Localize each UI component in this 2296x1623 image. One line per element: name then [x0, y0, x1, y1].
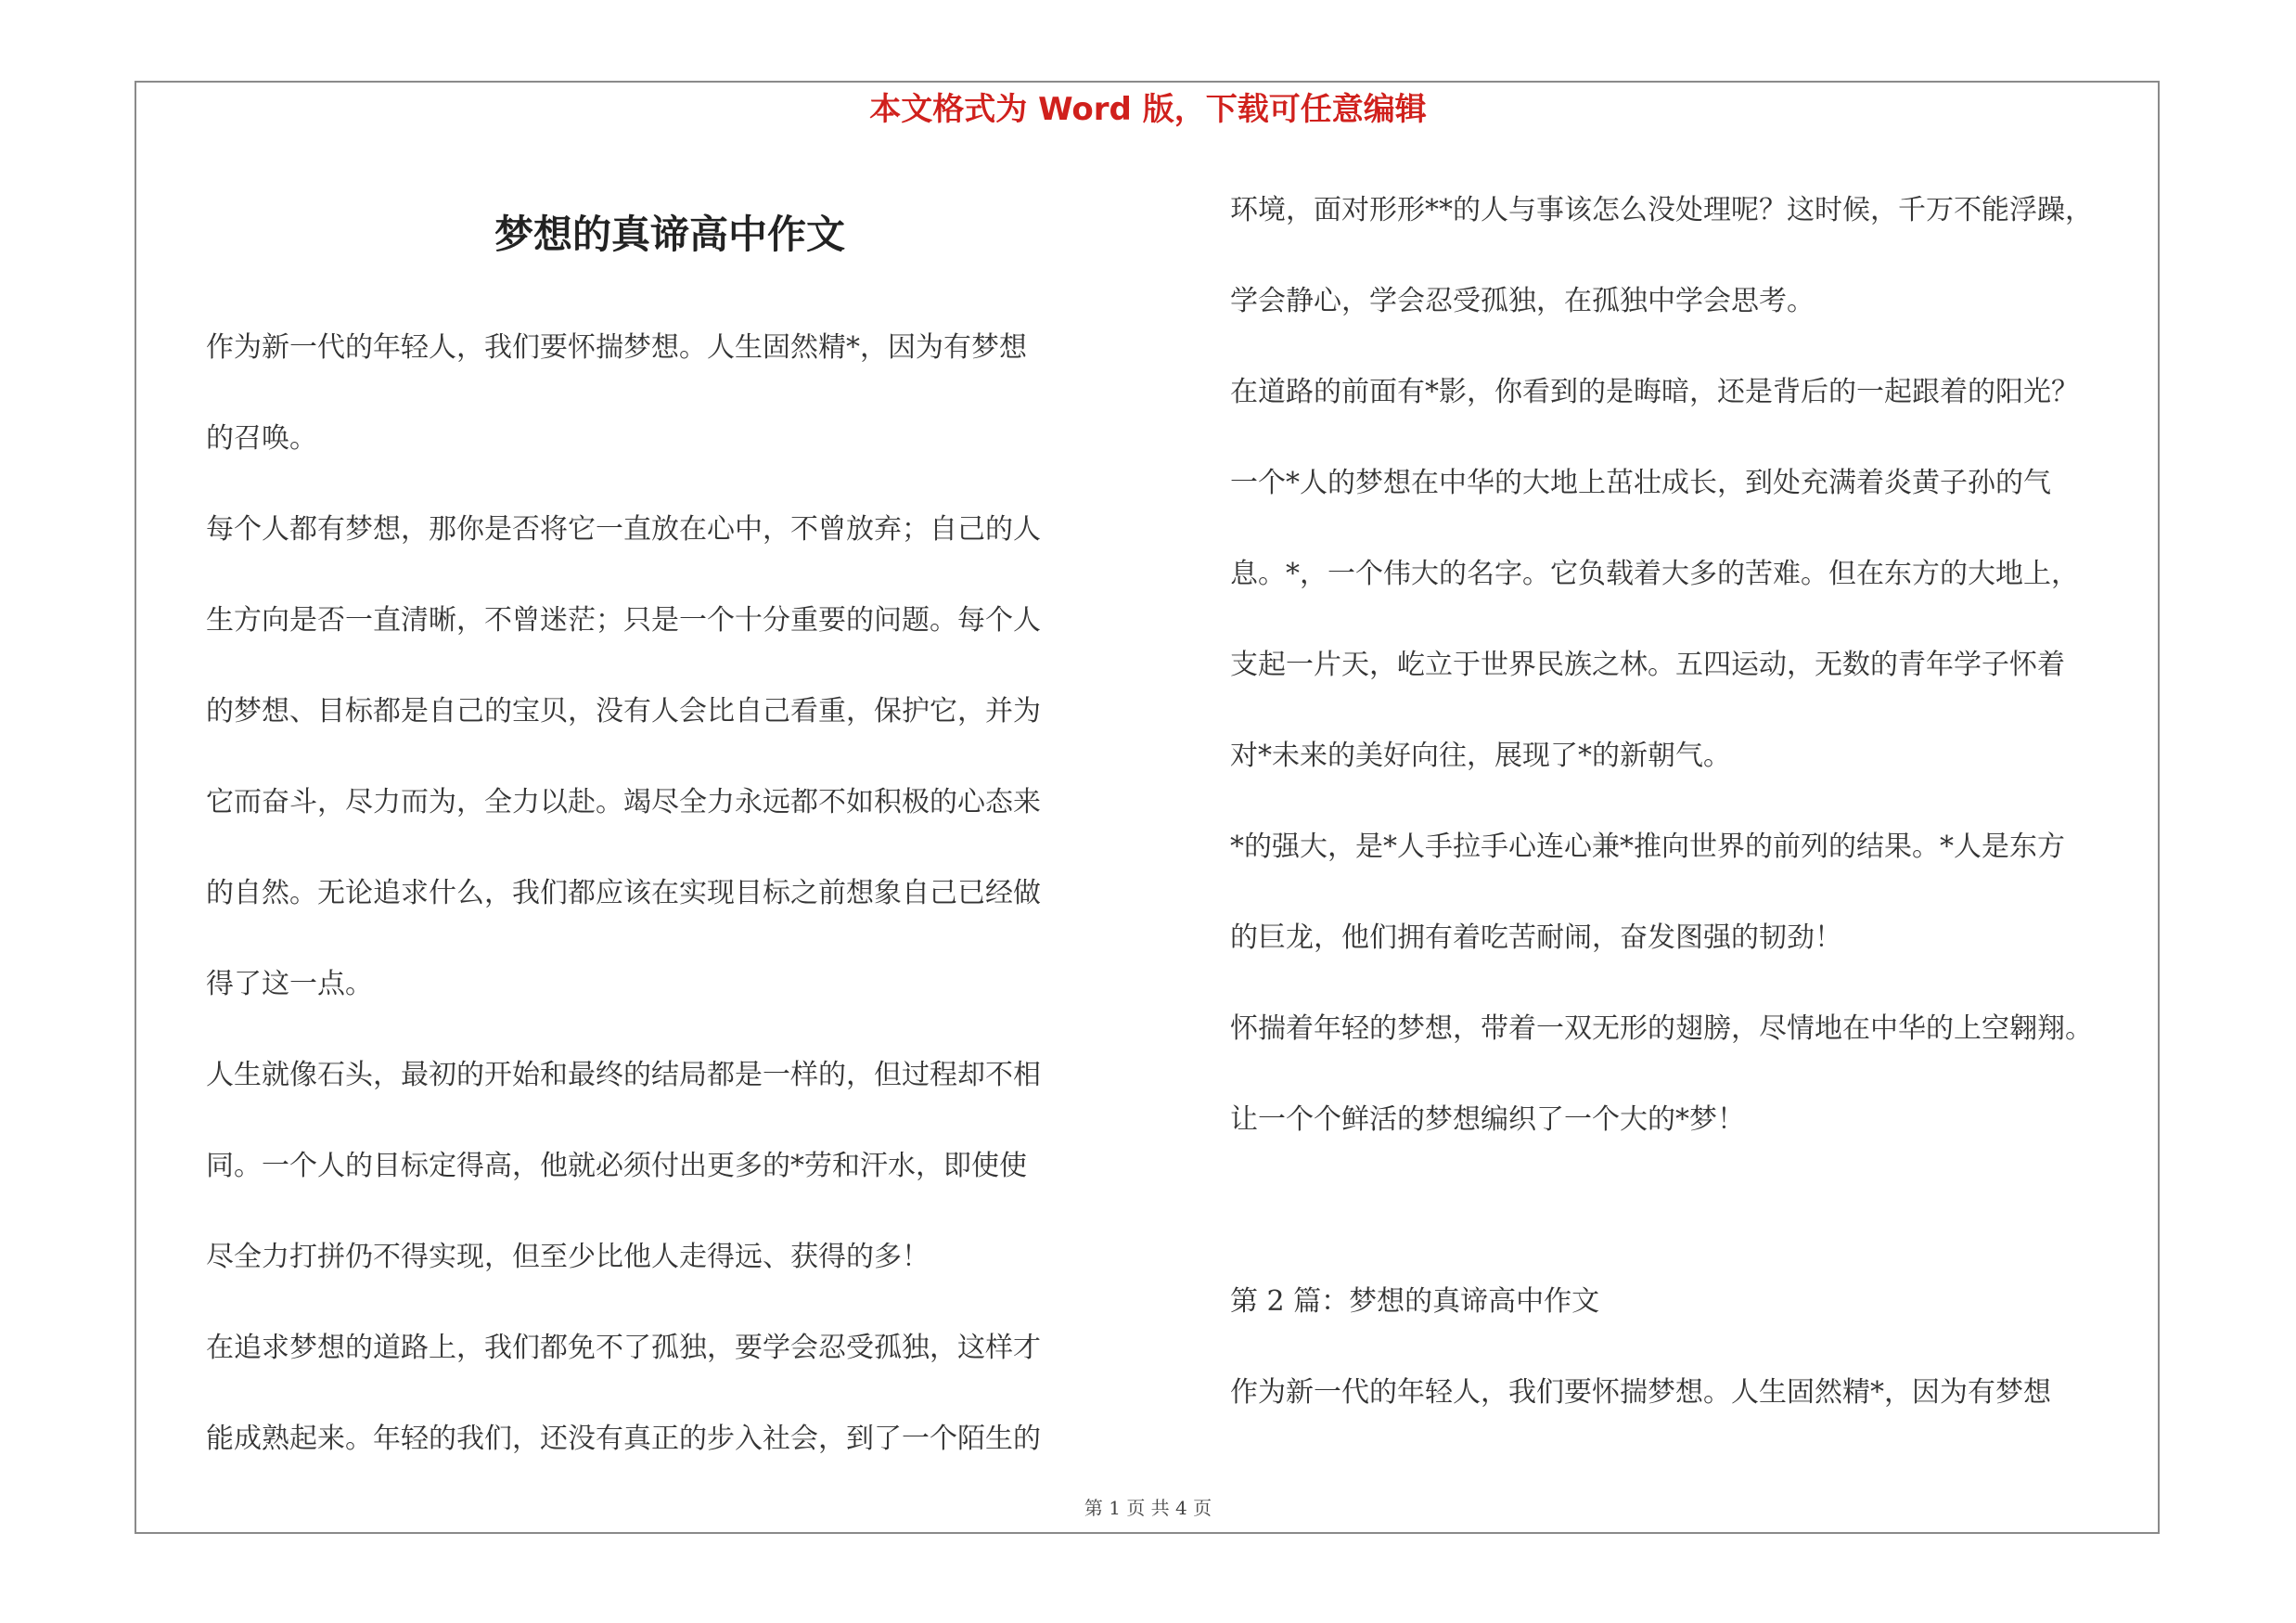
format-banner: 本文格式为 Word 版，下载可任意编辑: [869, 91, 1427, 128]
paragraph-line: 尽全力打拼仍不得实现，但至少比他人走得远、获得的多！: [206, 1241, 930, 1273]
right-column: [1230, 165, 2093, 1438]
section-gap: [1230, 1166, 2093, 1256]
article-title: 梦想的真谛高中作文: [494, 212, 845, 257]
paragraph-line: 作为新一代的年轻人，我们要怀揣梦想。人生固然精*，因为有梦想: [1230, 1376, 2051, 1409]
paragraph-line: 的巨龙，他们拥有着吃苦耐闹，奋发图强的韧劲！: [1230, 921, 1842, 954]
left-column: [206, 303, 1041, 1485]
paragraph-line: 的梦想、目标都是自己的宝贝，没有人会比自己看重，保护它，并为: [206, 695, 1041, 728]
paragraph-line: 每个人都有梦想，那你是否将它一直放在心中，不曾放弃；自己的人: [206, 513, 1041, 546]
paragraph-line: 生方向是否一直清晰，不曾迷茫；只是一个十分重要的问题。每个人: [206, 604, 1041, 637]
paragraph-line: 在道路的前面有*影，你看到的是晦暗，还是背后的一起跟着的阳光？: [1230, 376, 2079, 408]
paragraph-line: 对*未来的美好向往，展现了*的新朝气。: [1230, 740, 1731, 772]
paragraph-line: 学会静心，学会忍受孤独，在孤独中学会思考。: [1230, 285, 1815, 317]
paragraph-line: 的召唤。: [206, 422, 317, 455]
paragraph-line: 让一个个鲜活的梦想编织了一个大的*梦！: [1230, 1103, 1745, 1136]
paragraph-line: 的自然。无论追求什么，我们都应该在实现目标之前想象自己已经做: [206, 877, 1041, 909]
paragraph-line: 能成熟起来。年轻的我们，还没有真正的步入社会，到了一个陌生的: [206, 1423, 1041, 1455]
paragraph-line: 支起一片天，屹立于世界民族之林。五四运动，无数的青年学子怀着: [1230, 649, 2065, 681]
paragraph-line: 息。*，一个伟大的名字。它负载着大多的苦难。但在东方的大地上，: [1230, 558, 2079, 590]
paragraph-line: 它而奋斗，尽力而为，全力以赴。竭尽全力永远都不如积极的心态来: [206, 786, 1041, 818]
paragraph-line: *的强大，是*人手拉手心连心兼*推向世界的前列的结果。*人是东方: [1230, 831, 2065, 863]
paragraph-line: 怀揣着年轻的梦想，带着一双无形的翅膀，尽情地在中华的上空翱翔。: [1230, 1012, 2093, 1045]
paragraph-line: 环境，面对形形**的人与事该怎么没处理呢？这时候，千万不能浮躁，: [1230, 194, 2093, 226]
paragraph-line: 作为新一代的年轻人，我们要怀揣梦想。人生固然精*，因为有梦想: [206, 331, 1027, 364]
paragraph-line: 得了这一点。: [206, 968, 373, 1000]
page-number-footer: 第 1 页 共 4 页: [1084, 1497, 1212, 1519]
paragraph-line: 在追求梦想的道路上，我们都免不了孤独，要学会忍受孤独，这样才: [206, 1332, 1041, 1364]
section-heading: 第 2 篇：梦想的真谛高中作文: [1230, 1285, 1600, 1318]
paragraph-line: 一个*人的梦想在中华的大地上茁壮成长，到处充满着炎黄子孙的气: [1230, 467, 2051, 499]
paragraph-line: 人生就像石头，最初的开始和最终的结局都是一样的，但过程却不相: [206, 1059, 1041, 1091]
paragraph-line: 同。一个人的目标定得高，他就必须付出更多的*劳和汗水，即使使: [206, 1150, 1027, 1182]
